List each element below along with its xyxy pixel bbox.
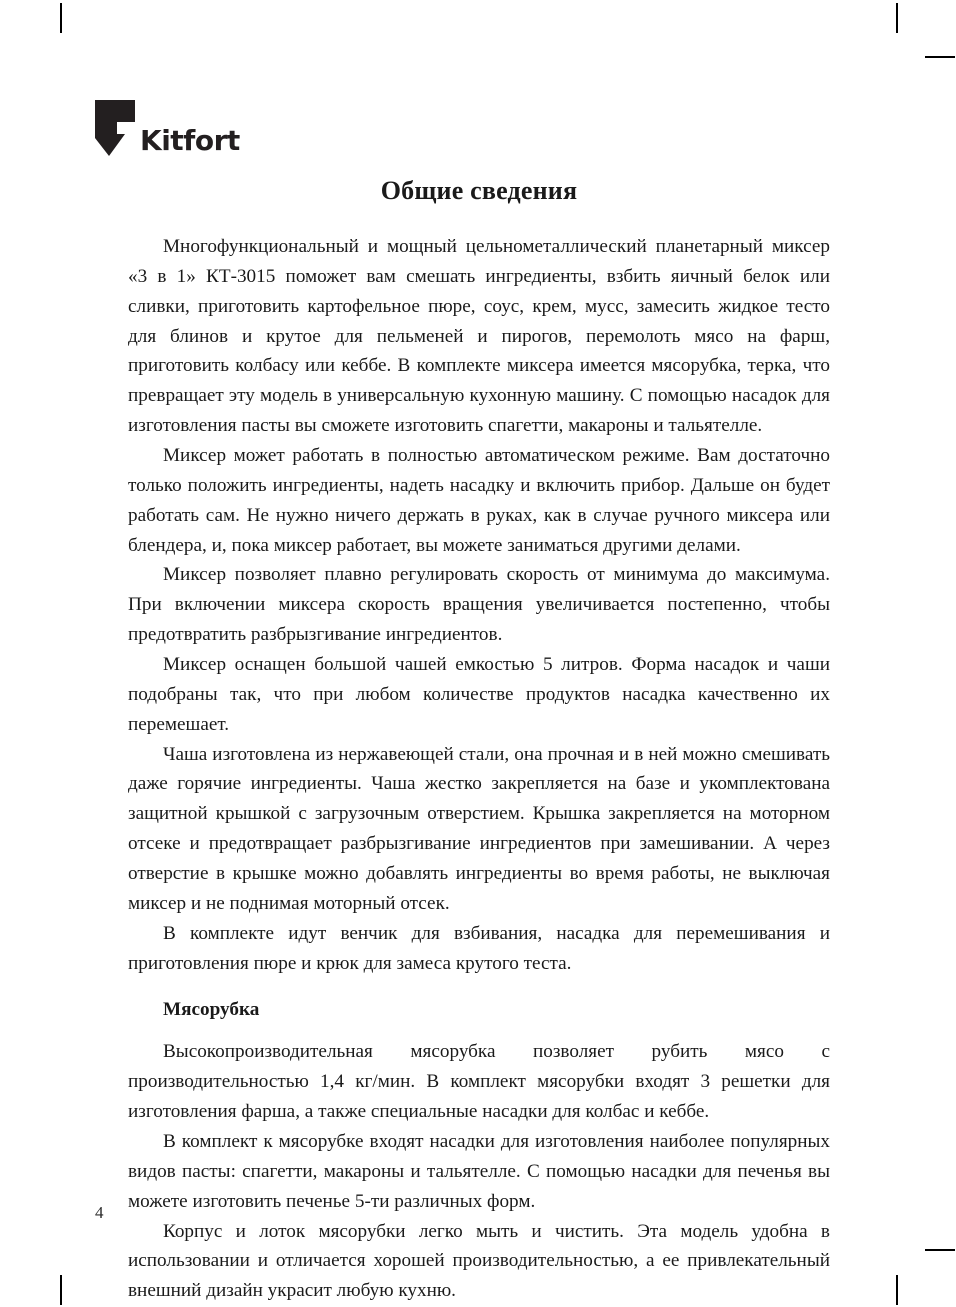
crop-mark-top-right-horizontal [925,56,955,58]
crop-mark-bottom-left-vertical [60,1275,62,1305]
paragraph: Миксер позволяет плавно регулировать скорость от минимума до максимума. При включении миксера скорость вращения увеличивается постепенно, чтобы предотвратить разбрызгивание ингредиентов. [128,564,830,646]
page-content [128,0,830,1306]
paragraph: Чаша изготовлена из нержавеющей стали, она прочная и в ней можно смешивать даже горячие ингредиенты. Чаша жестко закрепляется на базе и укомплектована защитной крышкой с загрузочным отверстием. Крышка закрепляется на моторном отсеке и предотвращает разбрызгивание ингредиентов при замешивании. А через отверстие в крышке можно добавлять ингредиенты во время работы, не выключая миксер и не поднимая моторный отсек. [128,743,830,914]
crop-mark-bottom-right-vertical [896,1275,898,1305]
crop-mark-bottom-right-horizontal [925,1249,955,1251]
section-subheading: Мясорубка [163,999,260,1021]
body-text [128,232,830,1306]
paragraph: Миксер может работать в полностью автоматическом режиме. Вам достаточно только положить ингредиенты, надеть насадку и включить прибор. Дальше он будет работать сам. Не нужно ничего держать в руках, как в случае ручного миксера или блендера, и, пока миксер работает, вы можете заниматься другими делами. [128,445,830,556]
paragraph: В комплекте идут венчик для взбивания, насадка для перемешивания и приготовления пюре и крюк для замеса крутого теста. [128,922,830,974]
brand-name: Kitfort [140,124,240,157]
crop-mark-top-right-vertical [896,3,898,33]
paragraph: Многофункциональный и мощный цельнометаллический планетарный миксер «3 в 1» КТ-3015 поможет вам смешать ингредиенты, взбить яичный белок или сливки, приготовить картофельное пюре, соус, крем, мусс, замесить жидкое тесто для блинов и крутое для пельменей и пирогов, перемолоть мясо на фарш, приготовить колбасу или кеббе. В комплекте миксера имеется мясорубка, терка, что превращает эту модель в универсальную кухонную машину. С помощью насадок для изготовления пасты вы сможете изготовить спагетти, макароны и тальятелле. [128,236,830,437]
paragraph: В комплект к мясорубке входят насадки для изготовления наиболее популярных видов пасты: спагетти, макароны и тальятелле. С помощью насадки для печенья вы можете изготовить печенье 5-ти различных форм. [128,1130,830,1212]
crop-mark-top-left-vertical [60,3,62,33]
page-number: 4 [95,1203,104,1222]
paragraph: Корпус и лоток мясорубки легко мыть и чистить. Эта модель удобна в использовании и отличается хорошей производительностью, а ее привлекательный внешний дизайн украсит любую кухню. [128,1220,830,1302]
paragraph: Высокопроизводительная мясорубка позволяет рубить мясо с производительностью 1,4 кг/мин. В комплект мясорубки входят 3 решетки для изготовления фарша, а также специальные насадки для колбас и кеббе. [128,1041,830,1123]
page-title: Общие сведения [380,176,578,205]
paragraph: Миксер оснащен большой чашей емкостью 5 литров. Форма насадок и чаши подобраны так, что при любом количестве продуктов насадка качественно их перемешает. [128,654,830,735]
